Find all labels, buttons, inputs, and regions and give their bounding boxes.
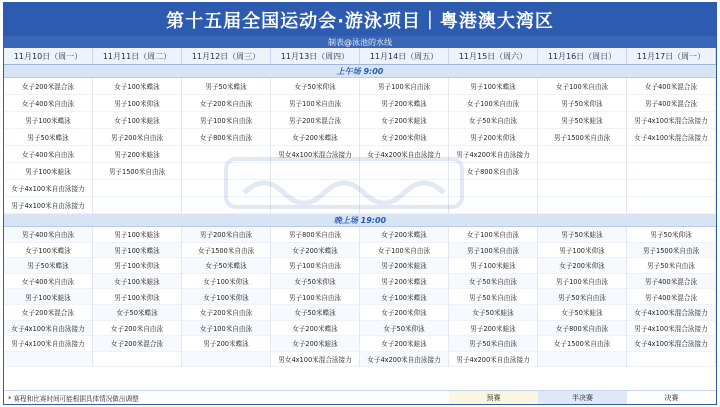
event-cell: 女子4x100米混合泳接力 (627, 305, 715, 321)
event-cell (271, 197, 359, 214)
event-cell (538, 163, 626, 180)
event-cell: 女子400米自由泳 (4, 146, 92, 163)
event-cell: 男子400米混合泳 (627, 289, 715, 305)
event-cell: 男子100米自由泳 (271, 95, 359, 112)
event-cell: 男子100米自由泳 (271, 258, 359, 274)
event-cell: 女子200米蛙泳 (360, 112, 448, 129)
event-cell: 男子100米仰泳 (538, 243, 626, 259)
evening-session-label: 晚上场 19:00 (4, 214, 716, 227)
day-column (271, 227, 360, 367)
event-cell (93, 197, 181, 214)
date-header: 11月16日（周日） (538, 48, 627, 64)
event-cell: 男子200米自由泳 (182, 227, 270, 243)
event-cell: 男子200米蝶泳 (360, 95, 448, 112)
day-column (93, 227, 182, 367)
event-cell: 女子4x200米自由泳接力 (360, 352, 448, 368)
legend-final: 决赛 (627, 391, 716, 404)
event-cell: 女子100米仰泳 (182, 289, 270, 305)
event-cell: 男子50米蝶泳 (182, 78, 270, 95)
schedule-sheet (3, 2, 717, 405)
event-cell: 男子100米仰泳 (93, 289, 181, 305)
event-cell (271, 163, 359, 180)
event-cell: 女子4x100米自由泳接力 (4, 321, 92, 337)
event-cell: 女子400米自由泳 (4, 274, 92, 290)
event-cell: 男子50米蝶泳 (4, 258, 92, 274)
event-cell: 女子100米自由泳 (449, 227, 537, 243)
day-column (182, 78, 271, 214)
event-cell: 女子200米自由泳 (182, 95, 270, 112)
day-column (4, 227, 93, 367)
event-cell: 女子50米仰泳 (271, 78, 359, 95)
day-column (93, 78, 182, 214)
event-cell: 男子100米蛙泳 (4, 289, 92, 305)
evening-grid (4, 227, 716, 367)
event-cell: 男子1500米自由泳 (627, 243, 715, 259)
event-cell: 女子200米仰泳 (538, 258, 626, 274)
event-cell: 女子200米自由泳 (182, 305, 270, 321)
event-cell: 男子4x100米混合泳接力 (627, 112, 715, 129)
legend-semifinal: 半决赛 (538, 391, 627, 404)
event-cell (93, 180, 181, 197)
morning-grid (4, 78, 716, 214)
footer-note: * 赛程和比赛时间可能根据具体情况做出调整 (8, 394, 139, 403)
event-cell: 女子1500米自由泳 (182, 243, 270, 259)
event-cell: 男子100米自由泳 (538, 274, 626, 290)
morning-session-label: 上午场 9:00 (4, 65, 716, 78)
event-cell (538, 146, 626, 163)
page-title: 第十五届全国运动会·游泳项目｜粤港澳大湾区 (4, 3, 716, 36)
event-cell: 男子100米蝶泳 (93, 243, 181, 259)
event-cell: 男子200米仰泳 (449, 129, 537, 146)
event-cell: 男女4x100米混合泳接力 (271, 146, 359, 163)
event-cell: 男子200米蝶泳 (360, 274, 448, 290)
event-cell: 男子4x200米自由泳接力 (449, 146, 537, 163)
event-cell (627, 197, 715, 214)
day-column (627, 78, 716, 214)
event-cell: 男子100米仰泳 (93, 95, 181, 112)
event-cell: 男子100米蛙泳 (4, 163, 92, 180)
event-cell (538, 197, 626, 214)
event-cell: 男子50米蝶泳 (4, 129, 92, 146)
event-cell (627, 352, 715, 368)
event-cell: 女子100米自由泳 (182, 321, 270, 337)
event-cell: 男子200米蛙泳 (449, 321, 537, 337)
event-cell: 男子1500米自由泳 (93, 163, 181, 180)
event-cell: 女子50米仰泳 (271, 274, 359, 290)
event-cell: 男子100米蝶泳 (449, 78, 537, 95)
event-cell: 女子4x100米混合泳接力 (627, 336, 715, 352)
event-cell (360, 180, 448, 197)
event-cell: 男子100米自由泳 (360, 78, 448, 95)
event-cell: 男子100米蛙泳 (93, 227, 181, 243)
event-cell: 男子1500米自由泳 (538, 129, 626, 146)
event-cell (182, 180, 270, 197)
day-column (360, 78, 449, 214)
date-header: 11月12日（周三） (182, 48, 271, 64)
event-cell: 男子100米自由泳 (449, 243, 537, 259)
event-cell: 女子100米自由泳 (360, 243, 448, 259)
event-cell: 女子100米蛙泳 (93, 112, 181, 129)
event-cell (182, 146, 270, 163)
event-cell: 男子4x100米自由泳接力 (4, 336, 92, 352)
event-cell: 男子50米仰泳 (627, 227, 715, 243)
date-header: 11月11日（周二） (93, 48, 182, 64)
legend (449, 391, 716, 404)
event-cell: 女子50米自由泳 (449, 112, 537, 129)
event-cell: 男子100米自由泳 (182, 112, 270, 129)
event-cell (182, 163, 270, 180)
event-cell: 男子200米自由泳 (93, 129, 181, 146)
day-column (449, 227, 538, 367)
event-cell: 女子50米蝶泳 (271, 305, 359, 321)
event-cell: 男子200米蛙泳 (360, 258, 448, 274)
date-header: 11月13日（周四） (271, 48, 360, 64)
day-column (360, 227, 449, 367)
event-cell: 女子200米蝶泳 (271, 129, 359, 146)
event-cell: 女子100米自由泳 (449, 95, 537, 112)
event-cell: 女子200米蛙泳 (271, 336, 359, 352)
event-cell: 男子200米混合泳 (271, 112, 359, 129)
event-cell: 男子100米仰泳 (93, 258, 181, 274)
event-cell: 女子800米自由泳 (182, 129, 270, 146)
event-cell: 男子200米蛙泳 (93, 146, 181, 163)
event-cell: 女子200米混合泳 (4, 78, 92, 95)
event-cell: 男子200米蝶泳 (182, 336, 270, 352)
event-cell: 女子200米自由泳 (93, 321, 181, 337)
event-cell: 女子50米仰泳 (360, 321, 448, 337)
event-cell: 女子400米混合泳 (627, 78, 715, 95)
event-cell: 女子50米蝶泳 (182, 258, 270, 274)
event-cell: 女子200米蝶泳 (271, 243, 359, 259)
event-cell: 男子50米蛙泳 (538, 227, 626, 243)
day-column (538, 78, 627, 214)
event-cell: 男子50米自由泳 (449, 289, 537, 305)
event-cell: 男子4x200米自由泳接力 (449, 352, 537, 368)
event-cell: 男子800米自由泳 (271, 227, 359, 243)
event-cell: 女子4x200米自由泳接力 (360, 146, 448, 163)
event-cell: 女子100米蝶泳 (4, 243, 92, 259)
event-cell: 女子50米自由泳 (449, 274, 537, 290)
event-cell: 女子200米混合泳 (4, 305, 92, 321)
event-cell (182, 197, 270, 214)
event-cell: 女子200米仰泳 (360, 129, 448, 146)
event-cell: 男子4x100米混合泳接力 (627, 321, 715, 337)
event-cell: 女子200米混合泳 (93, 336, 181, 352)
event-cell: 男子400米自由泳 (4, 227, 92, 243)
date-header: 11月14日（周五） (360, 48, 449, 64)
event-cell (271, 180, 359, 197)
event-cell (93, 352, 181, 368)
day-column (271, 78, 360, 214)
legend-prelim: 预赛 (449, 391, 538, 404)
event-cell: 女子400米自由泳 (4, 95, 92, 112)
event-cell: 女子100米蛙泳 (93, 274, 181, 290)
event-cell (627, 163, 715, 180)
day-column (4, 78, 93, 214)
event-cell (182, 352, 270, 368)
event-cell: 男子50米自由泳 (538, 289, 626, 305)
event-cell: 男女4x100米混合泳接力 (271, 352, 359, 368)
event-cell: 男子400米混合泳 (627, 95, 715, 112)
event-cell: 女子200米蝶泳 (271, 321, 359, 337)
event-cell: 男子100米自由泳 (271, 289, 359, 305)
event-cell: 男子400米混合泳 (627, 274, 715, 290)
page-subtitle: 制表@泳池的水线 (4, 36, 716, 48)
date-header: 11月10日（周一） (4, 48, 93, 64)
event-cell: 女子800米自由泳 (538, 321, 626, 337)
event-cell: 男子100米蛙泳 (449, 258, 537, 274)
event-cell: 女子200米蝶泳 (360, 227, 448, 243)
event-cell (449, 197, 537, 214)
event-cell: 女子200米蛙泳 (360, 336, 448, 352)
date-header: 11月17日（周一） (627, 48, 716, 64)
date-header: 11月15日（周六） (449, 48, 538, 64)
event-cell (449, 180, 537, 197)
event-cell: 女子100米自由泳 (538, 78, 626, 95)
event-cell (360, 197, 448, 214)
event-cell: 女子800米自由泳 (449, 163, 537, 180)
event-cell: 女子4x100米混合泳接力 (627, 129, 715, 146)
day-column (627, 227, 716, 367)
event-cell: 男子50米仰泳 (538, 95, 626, 112)
event-cell: 女子50米蛙泳 (538, 305, 626, 321)
event-cell (538, 180, 626, 197)
event-cell (627, 146, 715, 163)
event-cell: 男子50米蛙泳 (538, 112, 626, 129)
event-cell: 女子50米蛙泳 (449, 305, 537, 321)
day-column (182, 227, 271, 367)
event-cell (4, 352, 92, 368)
event-cell: 女子1500米自由泳 (538, 336, 626, 352)
event-cell: 女子200米仰泳 (360, 305, 448, 321)
event-cell: 女子100米仰泳 (182, 274, 270, 290)
event-cell: 男子50米自由泳 (449, 336, 537, 352)
event-cell: 男子100米蝶泳 (4, 112, 92, 129)
event-cell: 男子50米自由泳 (627, 258, 715, 274)
date-header-row (4, 48, 716, 65)
event-cell (360, 163, 448, 180)
event-cell (627, 180, 715, 197)
event-cell: 男子4x100米自由泳接力 (4, 197, 92, 214)
event-cell (538, 352, 626, 368)
footer (4, 390, 716, 404)
day-column (449, 78, 538, 214)
event-cell: 女子50米蝶泳 (93, 305, 181, 321)
day-column (538, 227, 627, 367)
event-cell: 女子4x100米自由泳接力 (4, 180, 92, 197)
event-cell: 女子100米蝶泳 (93, 78, 181, 95)
event-cell: 女子100米蝶泳 (360, 289, 448, 305)
